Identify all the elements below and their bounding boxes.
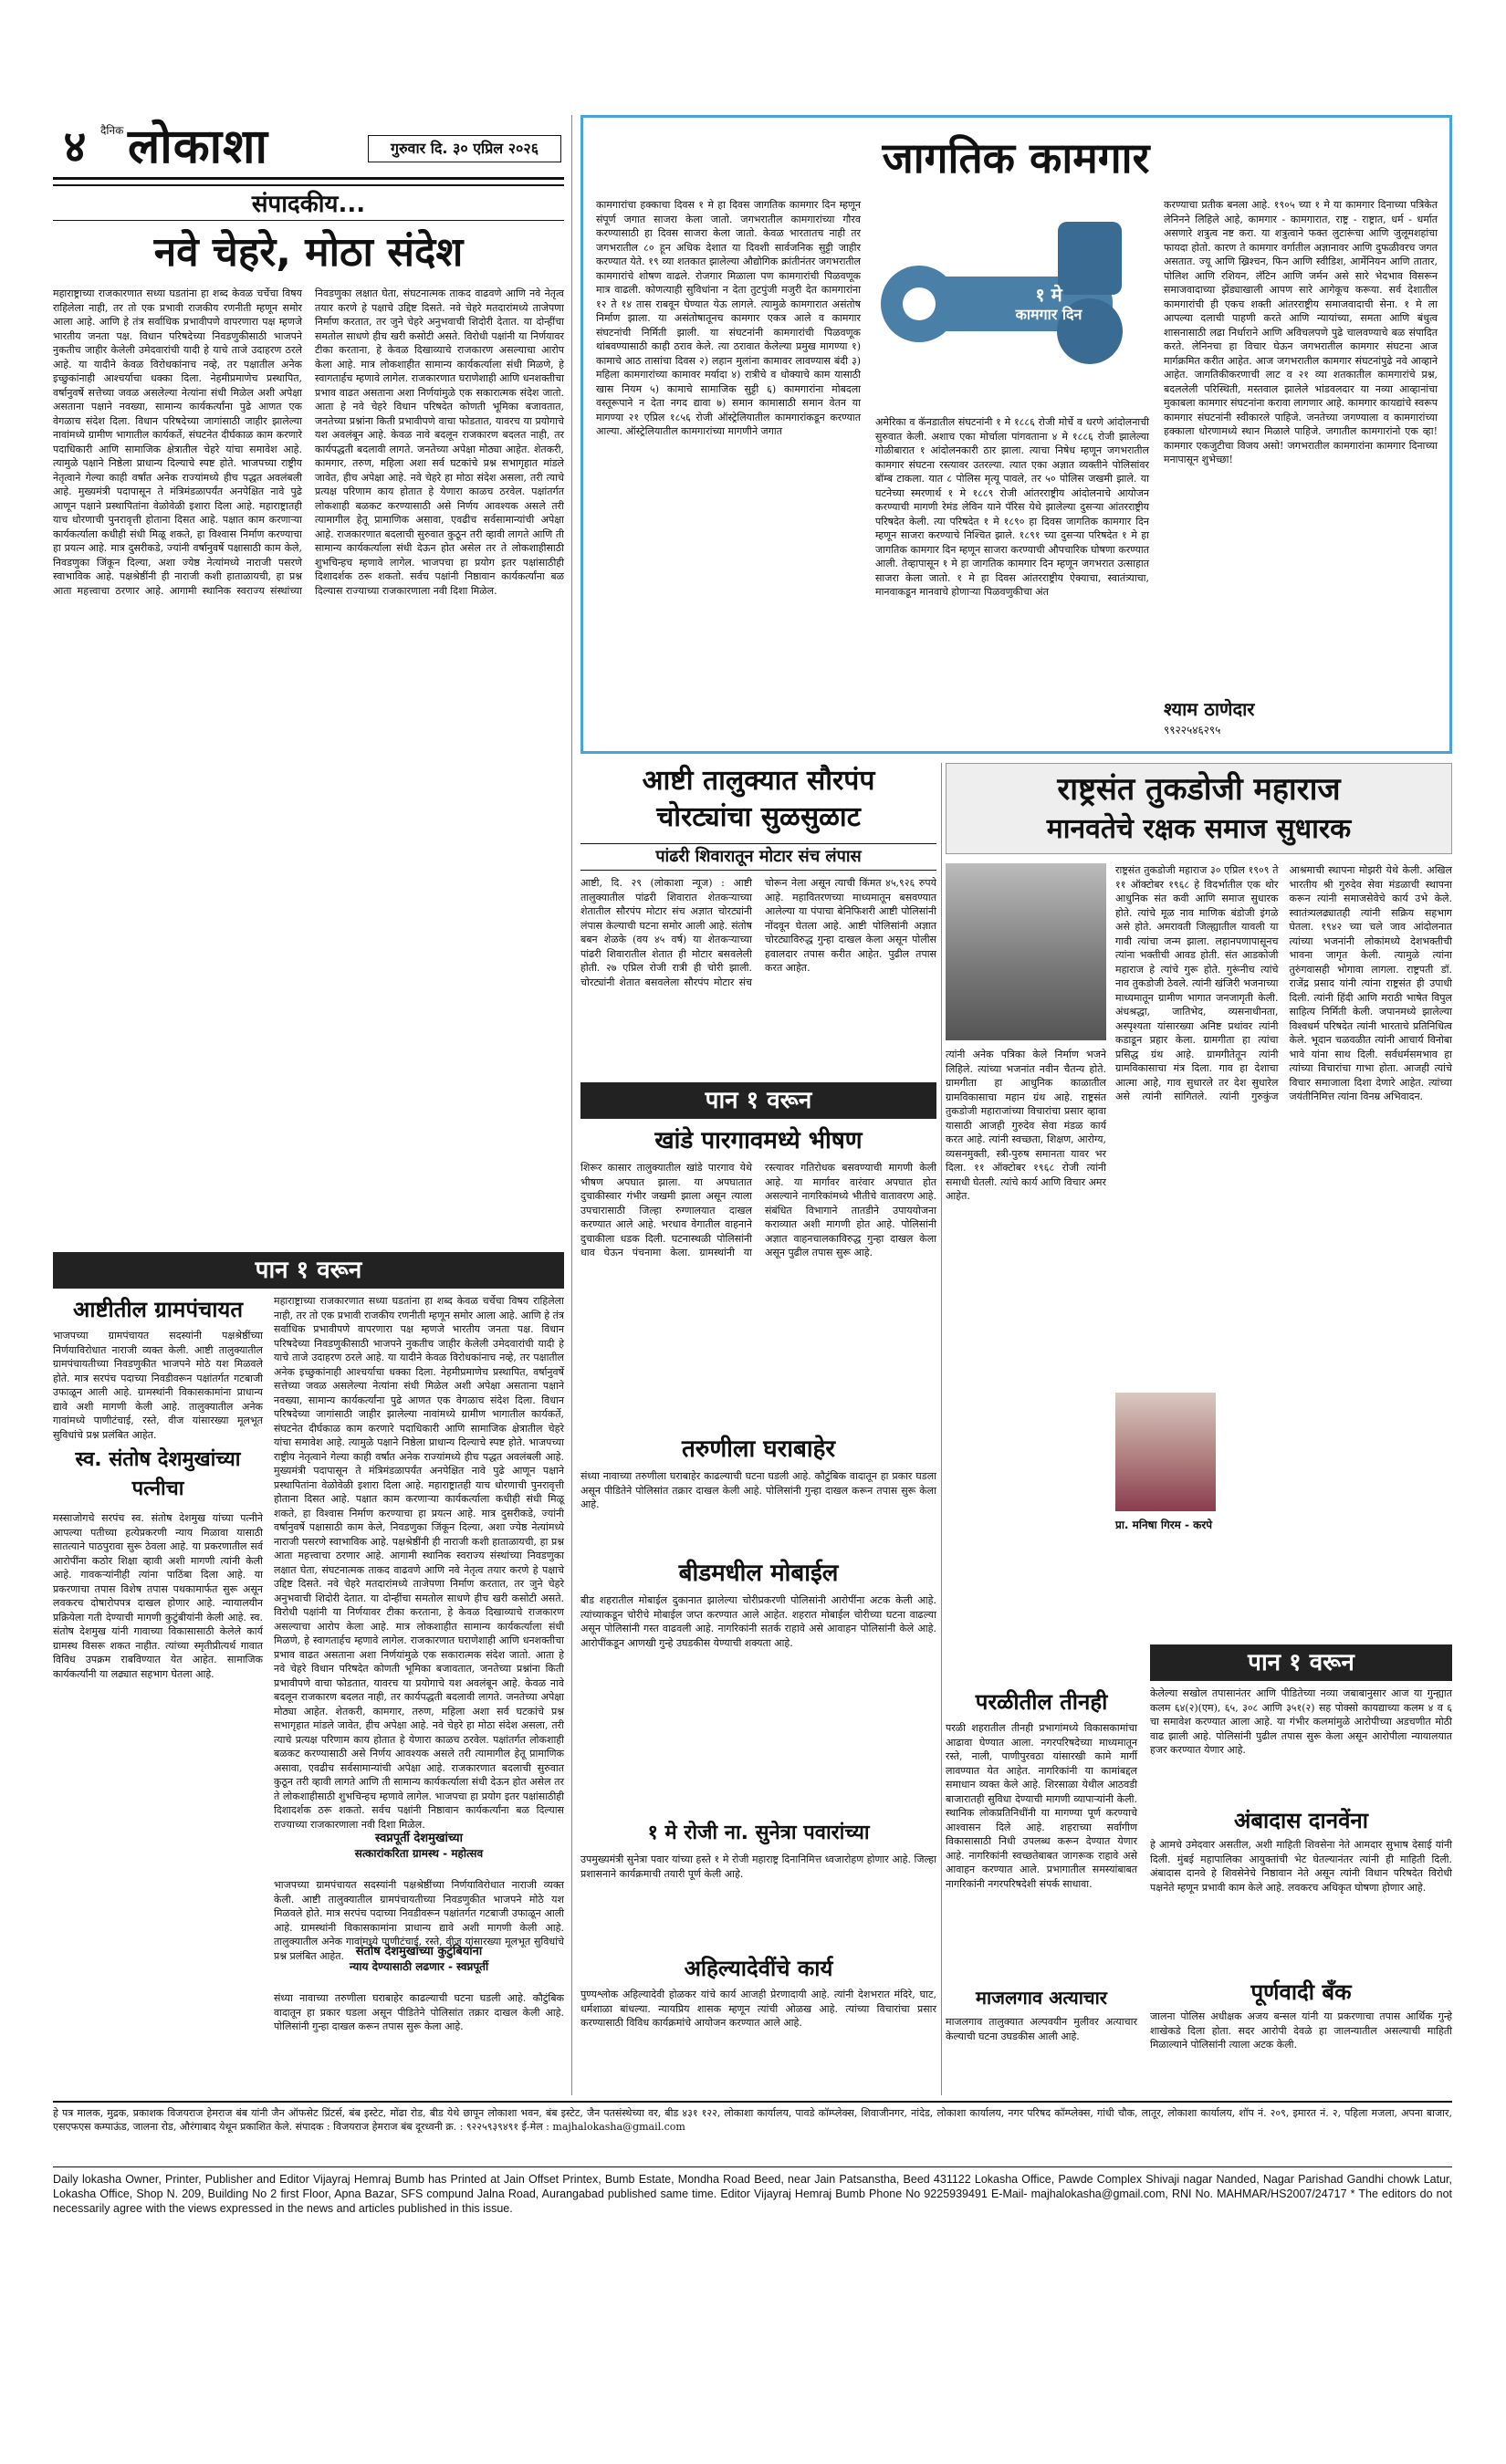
- labour-logo-line1: १ मे: [1035, 284, 1062, 306]
- labour-day-article: [580, 115, 1452, 754]
- labour-col3: करण्याचा प्रतीक बनला आहे. १९०५ च्या १ मे या कामगार दिनाच्या पत्रिकेत लेनिनने लिहिले आहे, कामगार - कामगारात, राष्ट्र - राष्ट्रात, धर्म - धर्मात असणारे शत्रुत्व नष्ट करा. या शत्रुत्वाने फक्त लुटारूंचा आणि जुलूमशहांचा फायदा होतो. कारण ते कामगार वर्गातील अज्ञानावर आणि दुफळीवरच जगत असतात. ज्यू आणि ख्रिश्चन, फिन आणि स्वीडिश, आर्मेनियन आणि तातार, पोलिश आणि रशियन, लॅटिन आणि जर्मन असे सारे भेदभाव विसरून समाजवादाच्या झेंड्याखाली आपण सारे आगेकूच करूया. सर्व देशातील कामगारांची ही एकच शक्ती आंतरराष्ट्रीय समाजवादाची सेना. १ मे ला आपल्या दलाची पाहणी करते आणि न्यायांच्या, समता आणि बंधुत्व शासनासाठी लढा निर्धाराने आणि अविचलपणे पुढे चालवण्याचे बळ संपादित करते. लेनिनचा हा विचार घेऊन जगभरातील कामगार संघटना आज मार्गक्रमित करीत आहेत. आज जगभरातील कामगार संघटनांपुढे नवे आव्हाने आहेत. जागतिकीकरणाची लाट व २१ व्या शतकातील कामगारांचे प्रश्न, बदललेली परिस्थिती, मस्तवाल झालेले भांडवलदार या नव्या आव्हानांचा मुकाबला कामगार संघटनांना करावा लागणार आहे. कामगार कायद्यांचे स्वरूप कामगार संघटनांनी स्वीकारले पाहिजे. जनतेच्या जगण्याला व कामगारांच्या हक्काला धोरणामध्ये स्थान मिळाले पाहिजे. जगातील कामगारांनो एक व्हा! कामगार एकजुटीचा विजय असो! जगभरातील कामगारांना कामगार दिनाच्या मनापासून शुभेच्छा!: [1164, 199, 1438, 465]
- santosh-sub-1: [274, 1829, 564, 1874]
- left-continuation: महाराष्ट्राच्या राजकारणात सध्या घडतांना हा शब्द केवळ चर्चेचा विषय राहिलेला नाही, तर तो एक प्रभावी राजकीय रणनीती म्हणून समोर आला आहे. आणि हे तंत्र सर्वाधिक प्रभावीपणे वापरणारा पक्ष म्हणजे भारतीय जनता पक्ष. विधान परिषदेच्या निवडणुकीसाठी भाजपने नुकतीच जाहीर केलेली उमेदवारांची यादी हे याचे ताजे उदाहरण ठरले आहे. या यादीने केवळ विरोधकांनाच नव्हे, तर पक्षातील अनेक इच्छुकांनाही आश्चर्याचा धक्का दिला. नेहमीप्रमाणेच प्रस्थापित, वर्षानुवर्षे सत्तेच्या जवळ असलेल्या नेत्यांना संधी मिळेल अशी अपेक्षा असताना पक्षाने नवख्या, सामान्य कार्यकर्त्यांना पुढे आणत एक वेगळाच संदेश दिला. विधान परिषदेच्या जागांसाठी जाहीर झालेल्या नावांमध्ये ग्रामीण भागातील कार्यकर्ते, संघटनेत दीर्घकाळ काम करणारे पदाधिकारी आणि सामाजिक क्षेत्रातील चेहरे यांचा समावेश आहे. त्यामुळे पक्षाने निष्ठेला प्राधान्य दिल्याचे स्पष्ट होते. भाजपच्या राष्ट्रीय नेतृत्वाने गेल्या काही वर्षांत अनेक राज्यांमध्ये हीच पद्धत अवलंबली आहे. मुख्यमंत्री पदापासून ते मंत्रिमंडळापर्यंत अनपेक्षित नावे पुढे आणून पक्षाने प्रस्थापितांना वेळोवेळी इशारा दिला आहे. महाराष्ट्रातही याच धोरणाची पुनरावृत्ती होताना दिसत आहे. पक्षात काम करणाऱ्या कार्यकर्त्याला कधीही संधी मिळू शकते, हा विश्वास निर्माण करण्याचा हा प्रयत्न आहे. मात्र दुसरीकडे, ज्यांनी वर्षानुवर्षे पक्षासाठी काम केले, निवडणुका जिंकून दिल्या, अशा ज्येष्ठ नेत्यांमध्ये नाराजी पसरणे स्वाभाविक आहे. पक्षश्रेष्ठींनी ही नाराजी कशी हाताळायची, हा प्रश्न आता महत्त्वाचा ठरणार आहे. आगामी स्थानिक स्वराज्य संस्थांच्या निवडणुका लक्षात घेता, संघटनात्मक ताकद वाढवणे आणि नवे नेतृत्व तयार करणे हे पक्षाचे उद्दिष्ट दिसते. नवे चेहरे मतदारांमध्ये ताजेपणा निर्माण करतात, तर जुने चेहरे अनुभवाची शिदोरी देतात. या दोन्हींचा समतोल साधणे हीच खरी कसोटी असते. विरोधी पक्षांनी या निर्णयावर टीका करताना, हे केवळ दिखाव्याचे राजकारण असल्याचा आरोप केला आहे. मात्र लोकशाहीत सामान्य कार्यकर्त्याला संधी मिळणे, हे स्वागतार्हच म्हणावे लागेल. राजकारणात घराणेशाही आणि धनशक्तीचा प्रभाव वाढत असताना अशा निर्णयांमुळे एक सकारात्मक संदेश जातो. आता हे नवे चेहरे विधान परिषदेत कोणती भूमिका बजावतात, जनतेच्या प्रश्नांना किती प्रभावीपणे वाचा फोडतात, यावरच या प्रयोगाचे यश अवलंबून आहे. केवळ नावे बदलून राजकारण बदलत नाही, तर कार्यपद्धती बदलावी लागते. जनतेच्या अपेक्षा मोठ्या आहेत. शेतकरी, कामगार, तरुण, महिला अशा सर्व घटकांचे प्रश्न सभागृहात मांडले जावेत, हीच अपेक्षा आहे. नवे चेहरे हा मोठा संदेश असला, तरी त्याचे प्रत्यक्ष परिणाम काय होतात हे येणारा काळच ठरवेल. पक्षांतर्गत लोकशाही बळकट करण्यासाठी असे निर्णय आवश्यक असले तरी त्यामागील हेतू प्रामाणिक असावा, एवढीच सर्वसामान्यांची अपेक्षा आहे. राजकारणात बदलाची सुरुवात कुठून तरी व्हावी लागते आणि ती सामान्य कार्यकर्त्याला संधी देऊन होत असेल तर ते लोकशाहीसाठी शुभचिन्हच म्हणावे लागेल. भाजपचा हा प्रयोग इतर पक्षांसाठीही दिशादर्शक ठरू शकतो. सर्वच पक्षांनी निष्ठावान कार्यकर्त्यांना बळ दिल्यास राज्याच्या राजकारणाला नवी दिशा मिळेल.: [274, 1295, 564, 1831]
- solar-headline-1: आष्टी तालुक्यात सौरपंप: [642, 765, 875, 797]
- pan1-banner-left: पान १ वरून: [53, 1252, 564, 1289]
- labour-phone: ९९२२५४६२९५: [1164, 724, 1221, 736]
- masthead: [53, 119, 564, 175]
- majalgaon-headline: माजलगाव अत्याचार: [976, 1987, 1107, 2009]
- pan1-banner-mid: पान १ वरून: [580, 1082, 936, 1119]
- masthead-logo: [100, 119, 365, 175]
- taruni-headline: तरुणीला घराबाहेर: [681, 1436, 836, 1463]
- masthead-date: गुरुवार दि. ३० एप्रिल २०२६: [368, 135, 561, 162]
- solar-headline-2: चोरट्यांचा सुळसुळाट: [656, 801, 861, 833]
- tukdoji-header: [946, 763, 1452, 854]
- beed-mobile-headline: बीडमधील मोबाईल: [678, 1560, 839, 1587]
- khande-body: शिरूर कासार तालुक्यातील खांडे पारगाव येथे भीषण अपघात झाला. या अपघातात दुचाकीस्वार गंभीर जखमी झाला असून त्याला उपचारासाठी जिल्हा रुग्णालयात दाखल करण्यात आले आहे. भरधाव वेगातील वाहनाने दुचाकीला धडक दिली. घटनास्थळी पोलिसांनी धाव घेऊन पंचनामा केला. ग्रामस्थांनी या रस्त्यावर गतिरोधक बसवण्याची मागणी केली आहे. या मार्गावर वारंवार अपघात होत असल्याने नागरिकांमध्ये भीतीचे वातावरण आहे. संबंधित विभागाने तातडीने उपाययोजना कराव्यात अशी मागणी होत आहे. पोलिसांनी अज्ञात वाहनचालकाविरुद्ध गुन्हा दाखल केला असून पुढील तपास सुरू आहे.: [580, 1162, 936, 1258]
- author-photo: [1115, 1393, 1216, 1511]
- masthead-name: लोकाशा: [128, 120, 268, 174]
- labour-logo: [875, 194, 1149, 404]
- gram-article: [53, 1294, 263, 1440]
- sunetra-article: [580, 1818, 936, 1946]
- beed-mobile-article: [580, 1557, 936, 1812]
- santosh-body: मस्साजोगचे सरपंच स्व. संतोष देशमुख यांच्या पत्नीने आपल्या पतीच्या हत्येप्रकरणी न्याय मिळावा यासाठी सातत्याने पाठपुरावा सुरू ठेवला आहे. या प्रकरणातील सर्व आरोपींना कठोर शिक्षा व्हावी अशी मागणी त्यांनी केली आहे. गावकऱ्यांनीही त्यांना पाठिंबा दिला आहे. या प्रकरणाचा तपास विशेष तपास पथकामार्फत सुरू असून लवकरच दोषारोपपत्र दाखल होणार आहे. न्यायालयीन प्रक्रियेला गती देण्याची मागणी कुटुंबीयांनी केली आहे. स्व. संतोष देशमुख यांनी गावाच्या विकासासाठी केलेले कार्य ग्रामस्थ विसरू शकत नाहीत. त्यांच्या स्मृतीप्रीत्यर्थ गावात विविध उपक्रम राबविण्यात येत आहेत. सामाजिक कार्यकर्त्यांनी या लढ्यात सहभाग घेतला आहे.: [53, 1512, 263, 1680]
- khande-headline: खांडे पारगावमध्ये भीषण: [654, 1127, 863, 1154]
- column-divider: [941, 763, 942, 2095]
- masthead-daily: दैनिक: [100, 124, 124, 137]
- tukdoji-article: [946, 763, 1452, 1635]
- parli-body: परळी शहरातील तीनही प्रभागांमध्ये विकासकामांचा आढावा घेण्यात आला. नगरपरिषदेच्या माध्यमातून रस्ते, नाली, पाणीपुरवठा यांसारखी कामे मार्गी लावण्यात येत आहेत. नागरिकांनी या कामांबद्दल समाधान व्यक्त केले आहे. शिरसाळा येथील आठवडी बाजारातही सुविधा देण्याची मागणी व्यापाऱ्यांनी केली. स्थानिक लोकप्रतिनिधींनी या मागण्या पूर्ण करण्याचे आश्वासन दिले आहे. शहराच्या सर्वांगीण विकासासाठी निधी उपलब्ध करून देण्यात येणार आहे. नागरिकांनी स्वच्छतेबाबत जागरूक राहावे असे आवाहन करण्यात आले. प्रभागातील समस्यांबाबत नागरिकांनी नगरपरिषदेशी संपर्क साधावा.: [946, 1722, 1137, 1890]
- right-pan-body: केलेल्या सखोल तपासानंतर आणि पीडितेच्या नव्या जबाबानुसार आज या गुन्ह्यात कलम ६४(२)(एम), ६५, ३०८ आणि ३५१(२) सह पोक्सो कायद्याच्या कलम ४ व ६ चा समावेश करण्यात आला आहे. या गंभीर कलमांमुळे आरोपीच्या अडचणीत मोठी वाढ झाली आहे. पोलिसांनी पुढील तपास सुरू केला असून आरोपीला न्यायालयात हजर करण्यात येणार आहे.: [1150, 1687, 1452, 1756]
- santosh-sub-2: [274, 1942, 564, 1988]
- solar-body: आष्टी, दि. २९ (लोकाशा न्यूज) : आष्टी तालुक्यातील पांढरी शिवारात शेतकऱ्याच्या शेतातील सौरपंप मोटार संच अज्ञात चोरट्यांनी लंपास केल्याची घटना समोर आली आहे. संतोष बबन शेळके (वय ४५ वर्ष) या शेतकऱ्याच्या पांढरी शिवारातील शेतात ही मोटार बसवलेली होती. २७ एप्रिल रोजी रात्री ही चोरी झाली. चोरट्यांनी शेतात बसवलेला सौरपंप मोटार संच चोरून नेला असून त्याची किंमत ४५,९२६ रुपये आहे. महावितरणच्या माध्यमातून बसवण्यात आलेल्या या पंपाचा बेनिफिशरी आष्टी पोलिसांनी नोंदवून घेतला आहे. आष्टी पोलिसांनी अज्ञात चोरट्याविरुद्ध गुन्हा दाखल केला असून पोलीस हवालदार तपास करीत आहेत. पुढील तपास करत आहेत.: [580, 877, 936, 988]
- labour-logo-line2: कामगार दिन: [1015, 306, 1082, 323]
- footer-rule: [53, 2101, 1452, 2103]
- column-divider: [571, 115, 572, 2095]
- santosh-headline-1: स्व. संतोष देशमुखांच्या: [75, 1448, 241, 1471]
- labour-title: जागतिक कामगार: [882, 133, 1150, 183]
- footer-marathi: हे पत्र मालक, मुद्रक, प्रकाशक विजयराज हेमराज बंब यांनी जैन ऑफसेट प्रिंटर्स, बंब इस्टेट, मोंढा रोड, बीड येथे छापून लोकाशा भवन, बंब इस्टेट, जैन पतसंस्थेच्या वर, बीड ४३१ १२२, लोकाशा कार्यालय, पावडे कॉम्प्लेक्स, शिवाजीनगर, नांदेड, लोकाशा कार्यालय, नगर परिषद कॉम्प्लेक्स, गांधी चौक, लातूर, लोकाशा कार्यालय, शॉप नं. २०९, इमारत नं. २, पहिला मजला, अपना बाजार, एसएफएस कम्पाऊंड, जालना रोड, औरंगाबाद येथून प्रकाशित केले. संपादक : विजयराज हेमराज बंब दूरध्वनी क्र. : ९२२५९३९४९१ ई-मेल : majhalokasha@gmail.com: [53, 2107, 1452, 2133]
- editorial-label: संपादकीय...: [53, 184, 564, 221]
- tukdoji-body: राष्ट्रसंत तुकडोजी महाराज ३० एप्रिल १९०९ ते ११ ऑक्टोबर १९६८ हे विदर्भातील एक थोर आधुनिक संत कवी आणि समाज सुधारक होते. त्यांचे मूळ नाव माणिक बंडोजी इंगळे असे होते. अमरावती जिल्ह्यातील यावली या गावी त्यांचा जन्म झाला. लहानपणापासूनच त्यांना भक्तीची आवड होती. संत आडकोजी महाराज हे त्यांचे गुरू होते. गुरूंनीच त्यांचे नाव तुकडोजी ठेवले. त्यांनी खंजिरी भजनाच्या माध्यमातून ग्रामीण भागात जनजागृती केली. अंधश्रद्धा, जातिभेद, व्यसनाधीनता, अस्पृश्यता यांसारख्या अनिष्ट प्रथांवर त्यांनी कडाडून प्रहार केला. ग्रामगीता हा त्यांचा प्रसिद्ध ग्रंथ आहे. ग्रामगीतेतून त्यांनी ग्रामविकासाचा मंत्र दिला. गाव हा देशाचा आत्मा आहे, गाव सुधारले तर देश सुधारेल असे त्यांनी सांगितले. त्यांनी गुरुकुंज आश्रमाची स्थापना मोझरी येथे केली. अखिल भारतीय श्री गुरुदेव सेवा मंडळाची स्थापना करून त्यांनी समाजसेवेचे कार्य उभे केले. स्वातंत्र्यलढ्यातही त्यांनी सक्रिय सहभाग घेतला. १९४२ च्या चले जाव आंदोलनात त्यांच्या भजनांनी लोकांमध्ये देशभक्तीची भावना जागृत केली. त्यामुळे त्यांना तुरुंगवासही भोगावा लागला. राष्ट्रपती डॉ. राजेंद्र प्रसाद यांनी त्यांना राष्ट्रसंत ही उपाधी दिली. त्यांनी हिंदी आणि मराठी भाषेत विपुल साहित्य निर्मिती केली. जपानमध्ये झालेल्या विश्वधर्म परिषदेत त्यांनी भारताचे प्रतिनिधित्व केले. भूदान चळवळीत त्यांनी आचार्य विनोबा भावे यांना साथ दिली. सर्वधर्मसमभाव हा त्यांच्या विचारांचा गाभा होता. आजही त्यांचे विचार समाजाला दिशा देणारे आहेत. त्यांच्या जयंतीनिमित्त त्यांना विनम्र अभिवादन.: [1115, 864, 1452, 1102]
- ambadas-body: हे आमचे उमेदवार असतील, अशी माहिती शिवसेना नेते आमदार सुभाष देसाई यांनी दिली. मुंबई महापालिका आयुक्तांची भेट घेतल्यानंतर त्यांनी ही माहिती दिली. अंबादास दानवे हे शिवसेनेचे निष्ठावान नेते असून त्यांनी विधान परिषदेत विरोधी पक्षनेते म्हणून प्रभावी काम केले आहे. लवकरच अधिकृत घोषणा होणार आहे.: [1150, 1839, 1452, 1894]
- gram-body: भाजपच्या ग्रामपंचायत सदस्यांनी पक्षश्रेष्ठींच्या निर्णयाविरोधात नाराजी व्यक्त केली. आष्टी तालुक्यातील ग्रामपंचायतीच्या निवडणुकीत भाजपने मोठे यश मिळवले होते. मात्र सरपंच पदाच्या निवडीवरून पक्षांतर्गत गटबाजी उफाळून आली आहे. ग्रामस्थांनी विकासकामांना प्राधान्य द्यावे अशी मागणी केली आहे. तालुक्यातील अनेक गावांमध्ये पाणीटंचाई, रस्ते, वीज यांसारख्या मूलभूत सुविधांचे प्रश्न प्रलंबित आहेत.: [53, 1330, 263, 1441]
- pan1-banner-right: पान १ वरून: [1150, 1644, 1452, 1681]
- editorial-headline: नवे चेहरे, मोठा संदेश: [153, 229, 464, 276]
- santosh-sub-1-line1: स्वप्नपूर्ती देशमुखांच्या: [375, 1832, 463, 1845]
- ahilya-headline: अहिल्यादेवींचे कार्य: [684, 1956, 833, 1981]
- santosh-sub-2-body: संध्या नावाच्या तरुणीला घराबाहेर काढल्याची घटना घडली आहे. कौटुंबिक वादातून हा प्रकार घडला असून पीडितेने पोलिसांत तक्रार दाखल केली आहे. पोलिसांनी गुन्हा दाखल करून तपास सुरू केला आहे.: [274, 1992, 564, 2032]
- purna-body: जालना पोलिस अधीक्षक अजय बन्सल यांनी या प्रकरणाचा तपास आर्थिक गुन्हे शाखेकडे दिला होता. सदर आरोपी देवळे हा जालन्यातील असल्याची माहिती मिळाल्याने पोलिसांनी त्याला अटक केली.: [1150, 2010, 1452, 2051]
- khande-article: [580, 1124, 936, 1425]
- tukdoji-headline-2: मानवतेचे रक्षक समाज सुधारक: [1046, 813, 1352, 845]
- editorial-body: महाराष्ट्राच्या राजकारणात सध्या घडतांना हा शब्द केवळ चर्चेचा विषय राहिलेला नाही, तर तो एक प्रभावी राजकीय रणनीती म्हणून समोर आला आहे. आणि हे तंत्र सर्वाधिक प्रभावीपणे वापरणारा पक्ष म्हणजे भारतीय जनता पक्ष. विधान परिषदेच्या निवडणुकीसाठी भाजपने नुकतीच जाहीर केलेली उमेदवारांची यादी हे याचे ताजे उदाहरण ठरले आहे. या यादीने केवळ विरोधकांनाच नव्हे, तर पक्षातील अनेक इच्छुकांनाही आश्चर्याचा धक्का दिला. नेहमीप्रमाणेच प्रस्थापित, वर्षानुवर्षे सत्तेच्या जवळ असलेल्या नेत्यांना संधी मिळेल अशी अपेक्षा असताना पक्षाने नवख्या, सामान्य कार्यकर्त्यांना पुढे आणत एक वेगळाच संदेश दिला. विधान परिषदेच्या जागांसाठी जाहीर झालेल्या नावांमध्ये ग्रामीण भागातील कार्यकर्ते, संघटनेत दीर्घकाळ काम करणारे पदाधिकारी आणि सामाजिक क्षेत्रातील चेहरे यांचा समावेश आहे. त्यामुळे पक्षाने निष्ठेला प्राधान्य दिल्याचे स्पष्ट होते. भाजपच्या राष्ट्रीय नेतृत्वाने गेल्या काही वर्षांत अनेक राज्यांमध्ये हीच पद्धत अवलंबली आहे. मुख्यमंत्री पदापासून ते मंत्रिमंडळापर्यंत अनपेक्षित नावे पुढे आणून पक्षाने प्रस्थापितांना वेळोवेळी इशारा दिला आहे. महाराष्ट्रातही याच धोरणाची पुनरावृत्ती होताना दिसत आहे. पक्षात काम करणाऱ्या कार्यकर्त्याला कधीही संधी मिळू शकते, हा विश्वास निर्माण करण्याचा हा प्रयत्न आहे. मात्र दुसरीकडे, ज्यांनी वर्षानुवर्षे पक्षासाठी काम केले, निवडणुका जिंकून दिल्या, अशा ज्येष्ठ नेत्यांमध्ये नाराजी पसरणे स्वाभाविक आहे. पक्षश्रेष्ठींनी ही नाराजी कशी हाताळायची, हा प्रश्न आता महत्त्वाचा ठरणार आहे. आगामी स्थानिक स्वराज्य संस्थांच्या निवडणुका लक्षात घेता, संघटनात्मक ताकद वाढवणे आणि नवे नेतृत्व तयार करणे हे पक्षाचे उद्दिष्ट दिसते. नवे चेहरे मतदारांमध्ये ताजेपणा निर्माण करतात, तर जुने चेहरे अनुभवाची शिदोरी देतात. या दोन्हींचा समतोल साधणे हीच खरी कसोटी असते. विरोधी पक्षांनी या निर्णयावर टीका करताना, हे केवळ दिखाव्याचे राजकारण असल्याचा आरोप केला आहे. मात्र लोकशाहीत सामान्य कार्यकर्त्याला संधी मिळणे, हे स्वागतार्हच म्हणावे लागेल. राजकारणात घराणेशाही आणि धनशक्तीचा प्रभाव वाढत असताना अशा निर्णयांमुळे एक सकारात्मक संदेश जातो. आता हे नवे चेहरे विधान परिषदेत कोणती भूमिका बजावतात, जनतेच्या प्रश्नांना किती प्रभावीपणे वाचा फोडतात, यावरच या प्रयोगाचे यश अवलंबून आहे. केवळ नावे बदलून राजकारण बदलत नाही, तर कार्यपद्धती बदलावी लागते. जनतेच्या अपेक्षा मोठ्या आहेत. शेतकरी, कामगार, तरुण, महिला अशा सर्व घटकांचे प्रश्न सभागृहात मांडले जावेत, हीच अपेक्षा आहे. नवे चेहरे हा मोठा संदेश असला, तरी त्याचे प्रत्यक्ष परिणाम काय होतात हे येणारा काळच ठरवेल. पक्षांतर्गत लोकशाही बळकट करण्यासाठी असे निर्णय आवश्यक असले तरी त्यामागील हेतू प्रामाणिक असावा, एवढीच सर्वसामान्यांची अपेक्षा आहे. राजकारणात बदलाची सुरुवात कुठून तरी व्हावी लागते आणि ती सामान्य कार्यकर्त्याला संधी देऊन होत असेल तर ते लोकशाहीसाठी शुभचिन्हच म्हणावे लागेल. भाजपचा हा प्रयोग इतर पक्षांसाठीही दिशादर्शक ठरू शकतो. सर्वच पक्षांनी निष्ठावान कार्यकर्त्यांना बळ दिल्यास राज्याच्या राजकारणाला नवी दिशा मिळेल.: [53, 287, 564, 597]
- parli-article: [946, 1686, 1137, 1979]
- solar-subhead: पांढरी शिवारातून मोटार संच लंपास: [580, 843, 936, 871]
- tukdoji-headline-1: राष्ट्रसंत तुकडोजी महाराज: [1057, 771, 1341, 808]
- santosh-sub-1-body: भाजपच्या ग्रामपंचायत सदस्यांनी पक्षश्रेष्ठींच्या निर्णयाविरोधात नाराजी व्यक्त केली. आष्टी तालुक्यातील ग्रामपंचायतीच्या निवडणुकीत भाजपने मोठे यश मिळवले होते. मात्र सरपंच पदाच्या निवडीवरून पक्षांतर्गत गटबाजी उफाळून आली आहे. ग्रामस्थांनी विकासकामांना प्राधान्य द्यावे अशी मागणी केली आहे. तालुक्यातील अनेक गावांमध्ये पाणीटंचाई, रस्ते, वीज यांसारख्या मूलभूत सुविधांचे प्रश्न प्रलंबित आहेत.: [274, 1879, 564, 1962]
- santosh-article: [53, 1446, 263, 2093]
- tukdoji-body-2: त्यांनी अनेक पत्रिका केले निर्माण भजने लिहिले. त्यांच्या भजनांत नवीन चैतन्य होते. ग्रामगीता हा आधुनिक काळातील ग्रामविकासाचा महान ग्रंथ आहे. राष्ट्रसंत तुकडोजी महाराजांच्या विचारांचा प्रसार व्हावा यासाठी आजही गुरुदेव सेवा मंडळ कार्य करत आहे. त्यांनी स्वच्छता, शिक्षण, आरोग्य, व्यसनमुक्ती, स्त्री-पुरुष समानता यावर भर दिला. ११ ऑक्टोबर १९६८ रोजी त्यांनी समाधी घेतली. त्यांचे कार्य आणि विचार अमर आहेत.: [946, 1049, 1106, 1202]
- labour-col1: कामगारांचा हक्काचा दिवस १ मे हा दिवस जागतिक कामगार दिन म्हणून संपूर्ण जगात साजरा केला जातो. जगभरातील कामगारांच्या गौरव करण्यासाठी हा दिवस साजरा केला जातो. केवळ भारतातच नाही तर जगभरातील ८० हून अधिक देशात या दिवशी सार्वजनिक सुट्टी जाहीर करण्यात येते. १९ व्या शतकात झालेल्या औद्योगिक क्रांतीनंतर जगभरातील कामगारांचे शोषण वाढले. रोजगार मिळाला पण कामगारांची पिळवणूक मात्र वाढली. कोणत्याही सुविधांना न देता तुटपुंजी मजुरी देत कामगारांना १२ ते १४ तास राबवून घेण्यात येऊ लागले. त्यामुळे कामगारात असंतोष निर्माण झाला. या असंतोषातूनच कामगार एकत्र आले व कामगार संघटनांची निर्मिती झाली. या संघटनांनी कामगारांची पिळवणूक थांबवण्यासाठी काही ठराव केले. त्या ठरावात केलेल्या प्रमुख मागण्या १) कामाचे आठ तासांचा दिवस २) लहान मुलांना कामावर लावण्यास बंदी ३) महिला कामगारांच्या कामावर मर्यादा ४) रात्रीचे व धोक्याचे काम यासाठी खास नियम ५) कामाचे सामाजिक सुट्टी ६) कामगारांना मोबदला वस्तूरूपाने न देता नगद द्यावा ७) समान कामासाठी समान वेतन या मागण्या २१ एप्रिल १८५६ रोजी ऑस्ट्रेलियातील कामगारांकडून करण्यात आल्या. ऑस्ट्रेलियातील कामगारांच्या मागणीने जगात: [596, 199, 861, 437]
- page-number: ४: [63, 121, 87, 172]
- footer-english: Daily lokasha Owner, Printer, Publisher and Editor Vijayraj Hemraj Bumb has Printed at Jain Offset Printex, Bumb Estate, Mondha Road Beed, near Jain Patsanstha, Beed 431122 Lokasha Office, Pawde Complex Shivaji nagar Nanded, Nagar Parishad Gandhi chowk Latur, Lokasha Office, Shop N. 209, Building No 2 first Floor, Apna Bazar, SFS compund Jalna Road, Aurangabad published same time. Editor Vijayraj Hemraj Bumb Phone No 9225939491 E-Mail- majhalokasha@gmail.com, RNI No. MAHMAR/HS2007/24717 * The editors do not necessarily agree with the views expressed in the news and articles published in this issue.: [53, 2173, 1452, 2215]
- santosh-sub-2-line1: संतोष देशमुखांच्या कुटुंबियांना: [355, 1945, 483, 1958]
- sunetra-headline: १ मे रोजी ना. सुनेत्रा पवारांच्या: [647, 1822, 870, 1844]
- santosh-sub-1-line2: सत्कारांकरिता ग्रामस्थ - महोत्सव: [354, 1847, 484, 1860]
- majalgaon-article: [946, 1984, 1137, 2090]
- tukdoji-portrait: [946, 863, 1106, 1040]
- ambadas-headline: अंबादास दानवेंना: [1234, 1808, 1368, 1833]
- santosh-sub-2-line2: न्याय देण्यासाठी लढणार - स्वप्नपूर्ती: [349, 1960, 489, 1973]
- masthead-rule: [53, 177, 564, 180]
- taruni-article: [580, 1433, 936, 1551]
- gram-headline: आष्टीतील ग्रामपंचायत: [72, 1297, 244, 1322]
- purna-headline: पूर्णवादी बँक: [1250, 1979, 1352, 2005]
- ahilya-body: पुण्यश्लोक अहिल्यादेवी होळकर यांचे कार्य आजही प्रेरणादायी आहे. त्यांनी देशभरात मंदिरे, घाट, धर्मशाळा बांधल्या. न्यायप्रिय शासक म्हणून त्यांची ओळख आहे. त्यांच्या विचारांचा प्रसार करण्यासाठी विविध कार्यक्रमांचे आयोजन करण्यात आले आहे.: [580, 1989, 936, 2029]
- editorial-section: [53, 184, 564, 1243]
- taruni-body: संध्या नावाच्या तरुणीला घराबाहेर काढल्याची घटना घडली आहे. कौटुंबिक वादातून हा प्रकार घडला असून पीडितेने पोलिसांत तक्रार दाखल केली आहे. पोलिसांनी गुन्हा दाखल करून तपास सुरू केला आहे.: [580, 1470, 936, 1510]
- solar-article: [580, 763, 936, 1073]
- beed-mobile-body: बीड शहरातील मोबाईल दुकानात झालेल्या चोरीप्रकरणी पोलिसांनी आरोपींना अटक केली आहे. त्यांच्याकडून चोरीचे मोबाईल जप्त करण्यात आले आहेत. शहरात मोबाईल चोरीच्या घटना वाढल्या असून पोलिसांनी गस्त वाढवली आहे. नागरिकांनी सतर्क राहावे असे आवाहन पोलिसांनी केले आहे. आरोपींकडून आणखी गुन्हे उघडकीस येण्याची शक्यता आहे.: [580, 1594, 936, 1649]
- santosh-headline-2: पत्नीचा: [131, 1477, 184, 1500]
- sunetra-body: उपमुख्यमंत्री सुनेत्रा पवार यांच्या हस्ते १ मे रोजी महाराष्ट्र दिनानिमित्त ध्वजारोहण होणार आहे. जिल्हा प्रशासनाने कार्यक्रमाची तयारी पूर्ण केली आहे.: [580, 1853, 936, 1880]
- majalgaon-body: माजलगाव तालुक्यात अल्पवयीन मुलीवर अत्याचार केल्याची घटना उघडकीस आली आहे.: [946, 2016, 1137, 2042]
- author-caption: प्रा. मनिषा गिरम - करपे: [1115, 1519, 1213, 1531]
- footer-rule: [53, 2166, 1452, 2167]
- ahilya-article: [580, 1953, 936, 2090]
- parli-headline: परळीतील तीनही: [975, 1689, 1108, 1715]
- labour-author: श्याम ठाणेदार: [1164, 698, 1255, 720]
- labour-col2: अमेरिका व कॅनडातील संघटनांनी १ मे १८८६ रोजी मोर्चे व धरणे आंदोलनाची सुरुवात केली. अशाच एका मोर्चाला पांगवताना ४ मे १८८६ रोजी झालेल्या गोळीबारात १ आंदोलनकारी ठार झाला. त्याचा निषेध म्हणून जगभरातील कामगार संघटना रस्त्यावर उतरल्या. त्यात एका अज्ञात व्यक्तीने पोलिसांवर बॉम्ब टाकला. यात ८ पोलिस मृत्यू पावले, तर ५० पोलिस जखमी झाले. या घटनेच्या स्मरणार्थ १ मे १८८९ रोजी आंतरराष्ट्रीय आंदोलनाचे आयोजन करण्याची मागणी रेमंड लेविन याने पॅरिस येथे झालेल्या दुसऱ्या आंतरराष्ट्रीय परिषदेत केली. त्या परिषदेत १ मे १८९० हा दिवस जागतिक कामगार दिन म्हणून साजरा करण्याचे निश्चित झाले. १८९१ च्या दुसऱ्या परिषदेत १ मे हा जागतिक कामगार दिन म्हणून साजरा करण्याची औपचारिक घोषणा करण्यात आली. तेव्हापासून १ मे हा जागतिक कामगार दिन म्हणून जगभरात उत्साहात साजरा केला जातो. १ मे हा दिवस आंतरराष्ट्रीय ऐक्याचा, स्वातंत्र्याचा, मानवाकडून मानवाचे होणाऱ्या पिळवणुकीचा अंत: [875, 416, 1149, 598]
